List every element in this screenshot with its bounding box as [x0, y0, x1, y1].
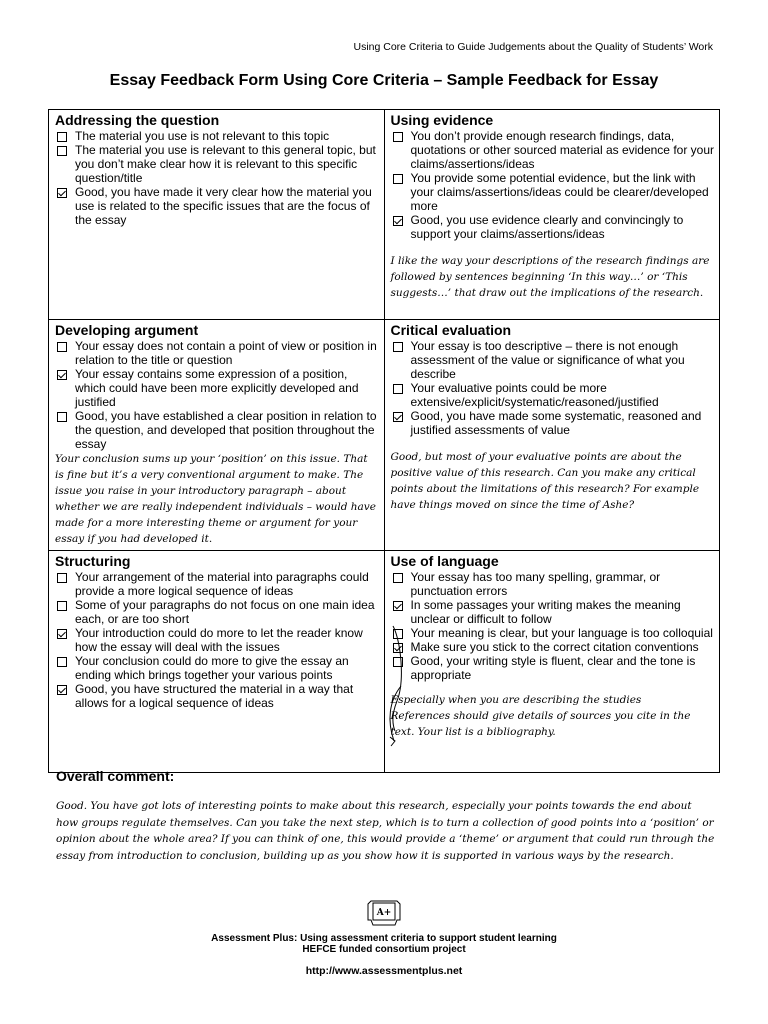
- criterion-item: [55, 570, 379, 598]
- page-title: Essay Feedback Form Using Core Criteria – Sample Feedback for Essay: [109, 72, 659, 89]
- criterion-item: [391, 570, 715, 598]
- criterion-text: The material you use is not relevant to this topic: [75, 129, 330, 143]
- criterion-item: [55, 654, 379, 682]
- checkbox-icon[interactable]: [57, 132, 67, 142]
- criterion-item: [391, 339, 715, 381]
- criterion-item: [55, 339, 379, 367]
- checkbox-icon[interactable]: [393, 629, 403, 639]
- section-heading: Critical evaluation: [390, 322, 512, 338]
- checkbox-icon[interactable]: [393, 174, 403, 184]
- section-structuring: [49, 551, 385, 773]
- criterion-item: [55, 143, 379, 185]
- checkbox-icon[interactable]: [393, 657, 403, 667]
- criterion-text: Your essay is too descriptive – there is not enough assessment of the value or significance of what you describe: [410, 339, 685, 381]
- criterion-text: Your introduction could do more to let the reader know how the essay will deal with the issues: [75, 626, 363, 654]
- criterion-text: Some of your paragraphs do not focus on one main idea each, or are too short: [75, 598, 375, 626]
- section-using-evidence: [384, 110, 720, 320]
- assessment-plus-logo-icon: [366, 898, 402, 928]
- criterion-item: [55, 682, 379, 710]
- tutor-comment: Especially when you are describing the studies: [390, 694, 642, 706]
- overall-comment-text: Good. You have got lots of interesting points to make about this research, especially your points towards the end about how groups regulate themselves. Can you take the next step, which is to turn a collection of good points into a ‘position’ or opinion about the whole area? If you can think of one, this would provide a ‘theme’ or argument that could run through the essay from introduction to conclusion, building up as you show how it is supported in various ways by the research.: [56, 800, 715, 862]
- criteria-list: [55, 339, 379, 451]
- checkbox-icon[interactable]: [393, 132, 403, 142]
- checked-box-icon[interactable]: [393, 216, 403, 226]
- criterion-text: Your essay has too many spelling, grammar, or punctuation errors: [410, 570, 661, 598]
- criterion-text: Good, you have made some systematic, reasoned and justified assessments of value: [410, 409, 702, 437]
- tutor-comment: Good, but most of your evaluative points are about the positive value of this research. Can you make any critical points about the limitations of this research? For example have things moved on since the time of Ashe?: [390, 451, 700, 511]
- checkbox-icon[interactable]: [57, 657, 67, 667]
- checkbox-icon[interactable]: [57, 146, 67, 156]
- checked-box-icon[interactable]: [57, 370, 67, 380]
- criterion-text: In some passages your writing makes the meaning unclear or difficult to follow: [410, 598, 681, 626]
- criterion-item: [55, 185, 379, 227]
- criterion-item: [391, 598, 715, 626]
- section-heading: Structuring: [55, 553, 131, 569]
- criteria-list: [55, 129, 379, 227]
- criterion-item: [55, 626, 379, 654]
- checked-box-icon[interactable]: [57, 188, 67, 198]
- criterion-item: [55, 367, 379, 409]
- criterion-item: [55, 598, 379, 626]
- criteria-list: [55, 570, 379, 710]
- checked-box-icon[interactable]: [57, 629, 67, 639]
- footer-line-1: Assessment Plus: Using assessment criteria to support student learning: [211, 933, 557, 944]
- criterion-text: Make sure you stick to the correct citation conventions: [410, 640, 699, 654]
- criterion-item: [391, 409, 715, 437]
- overall-comment-heading: Overall comment:: [56, 768, 175, 784]
- criterion-text: Your essay contains some expression of a position, which could have been more explicitly developed and justified: [75, 367, 359, 409]
- criterion-text: Good, you have made it very clear how the material you use is related to the specific issues that are the focus of the essay: [75, 185, 372, 227]
- criterion-item: [391, 381, 715, 409]
- criterion-text: Your meaning is clear, but your language is too colloquial: [410, 626, 713, 640]
- criterion-item: [55, 409, 379, 451]
- logo-text: A+: [376, 908, 392, 918]
- section-heading: Addressing the question: [55, 112, 220, 128]
- section-use-of-language: [384, 551, 720, 773]
- tutor-comment: I like the way your descriptions of the research findings are followed by sentences beginning ‘In this way…’ or ‘This suggests…’ that draw out the implications of the research.: [390, 255, 710, 299]
- checked-box-icon[interactable]: [393, 601, 403, 611]
- footer-url-link[interactable]: http://www.assessmentplus.net: [305, 965, 463, 977]
- section-developing-argument: [49, 320, 385, 551]
- criterion-text: The material you use is relevant to this general topic, but you don’t make clear how it is relevant to this specific question/title: [75, 143, 376, 185]
- criterion-text: Good, you have established a clear position in relation to the question, and developed that position throughout the essay: [75, 409, 377, 451]
- criterion-text: You don’t provide enough research findings, data, quotations or other sourced material as evidence for your claims/assertions/ideas: [410, 129, 714, 171]
- checkbox-icon[interactable]: [57, 342, 67, 352]
- checked-box-icon[interactable]: [393, 643, 403, 653]
- footer-line-2: HEFCE funded consortium project: [302, 944, 466, 955]
- criteria-list: [391, 339, 715, 437]
- checkbox-icon[interactable]: [393, 342, 403, 352]
- tutor-comment: References should give details of sources you cite in the text. Your list is a bibliography.: [390, 710, 691, 738]
- feedback-grid: [48, 109, 720, 773]
- criterion-item: [55, 129, 379, 143]
- section-critical-evaluation: [384, 320, 720, 551]
- criterion-text: Your conclusion could do more to give the essay an ending which brings together your various points: [75, 654, 349, 682]
- criteria-list: [391, 129, 715, 241]
- criterion-text: Your evaluative points could be more extensive/explicit/systematic/reasoned/justified: [410, 381, 659, 409]
- tutor-comment: Your conclusion sums up your ‘position’ on this issue. That is fine but it’s a very conventional argument to make. The issue you raise in your introductory paragraph – about whether we are really independent individuals – would have made for a more interesting theme or argument for your essay if you had developed it.: [55, 453, 376, 545]
- criterion-item: [391, 129, 715, 171]
- criterion-text: Good, you use evidence clearly and convincingly to support your claims/assertions/ideas: [410, 213, 684, 241]
- criterion-item: [391, 640, 715, 654]
- criterion-text: Your arrangement of the material into paragraphs could provide a more logical sequence of ideas: [75, 570, 369, 598]
- checkbox-icon[interactable]: [57, 573, 67, 583]
- footer: [0, 933, 768, 977]
- criterion-item: [391, 654, 715, 682]
- criterion-text: Good, your writing style is fluent, clear and the tone is appropriate: [410, 654, 696, 682]
- section-heading: Use of language: [390, 553, 499, 569]
- section-heading: Developing argument: [55, 322, 199, 338]
- running-header: Using Core Criteria to Guide Judgements about the Quality of Students’ Work: [353, 41, 713, 53]
- checkbox-icon[interactable]: [393, 384, 403, 394]
- criterion-item: [391, 626, 715, 640]
- criterion-item: [391, 171, 715, 213]
- checkbox-icon[interactable]: [393, 573, 403, 583]
- checkbox-icon[interactable]: [57, 601, 67, 611]
- checked-box-icon[interactable]: [57, 685, 67, 695]
- criterion-text: Good, you have structured the material in a way that allows for a logical sequence of ideas: [75, 682, 354, 710]
- criterion-text: Your essay does not contain a point of view or position in relation to the title or question: [75, 339, 377, 367]
- section-heading: Using evidence: [390, 112, 494, 128]
- checked-box-icon[interactable]: [393, 412, 403, 422]
- section-addressing-question: [49, 110, 385, 320]
- criteria-list: [391, 570, 715, 682]
- criterion-text: You provide some potential evidence, but the link with your claims/assertions/ideas could be clearer/developed more: [410, 171, 709, 213]
- criterion-item: [391, 213, 715, 241]
- checkbox-icon[interactable]: [57, 412, 67, 422]
